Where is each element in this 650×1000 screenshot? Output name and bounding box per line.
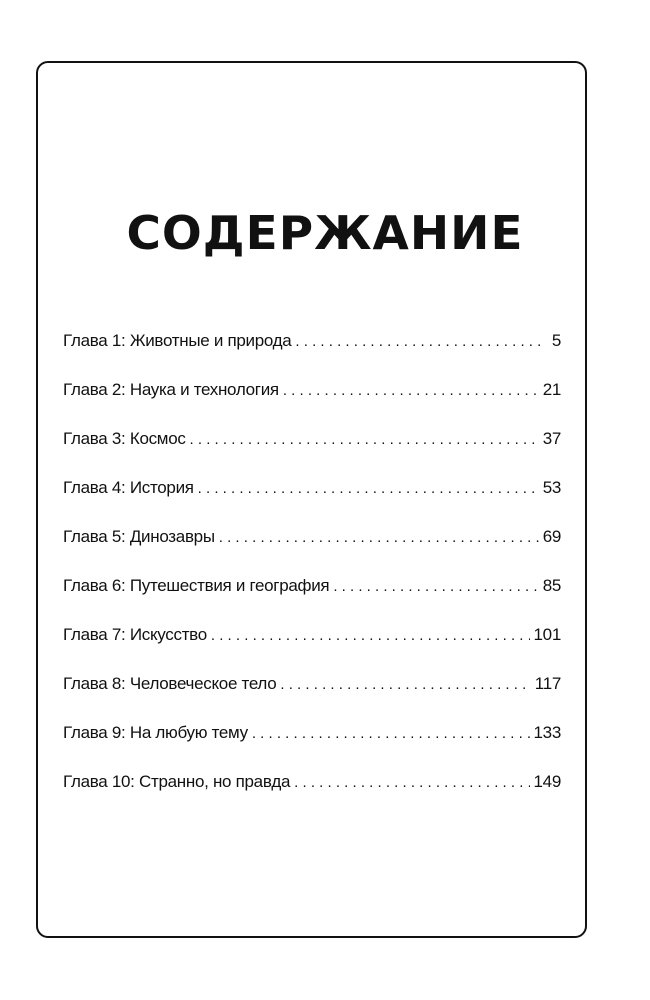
toc-entry-title: Глава 9: На любую тему <box>63 723 248 742</box>
toc-entry-title: Глава 5: Динозавры <box>63 527 215 546</box>
toc-entry-title: Глава 10: Странно, но правда <box>63 772 291 791</box>
toc-entry-title: Глава 3: Космос <box>63 429 186 448</box>
toc-entry-title: Глава 8: Человеческое тело <box>63 674 277 693</box>
toc-entry-title: Глава 6: Путешествия и география <box>63 576 330 595</box>
toc-entry[interactable] <box>63 665 561 714</box>
toc-entry[interactable] <box>63 763 561 812</box>
dot-leader <box>198 470 539 508</box>
dot-leader <box>190 421 539 459</box>
toc-entry[interactable] <box>63 616 561 665</box>
toc-entry-page: 101 <box>533 625 561 644</box>
dot-leader <box>283 372 539 410</box>
toc-entry-title: Глава 4: История <box>63 478 194 497</box>
toc-entry-page: 149 <box>533 772 561 791</box>
toc-entry[interactable] <box>63 420 561 469</box>
toc-entry-page: 37 <box>542 429 561 448</box>
dot-leader <box>211 617 530 655</box>
dot-leader <box>280 666 530 704</box>
table-of-contents <box>63 322 561 812</box>
dot-leader <box>252 715 530 753</box>
page-title: СОДЕРЖАНИЕ <box>126 206 524 260</box>
toc-entry[interactable] <box>63 714 561 763</box>
toc-entry-page: 133 <box>533 723 561 742</box>
toc-entry[interactable] <box>63 518 561 567</box>
dot-leader <box>333 568 538 606</box>
toc-entry-page: 5 <box>551 331 561 350</box>
toc-entry[interactable] <box>63 371 561 420</box>
toc-entry-page: 117 <box>534 674 561 693</box>
dot-leader <box>219 519 539 557</box>
toc-entry-title: Глава 7: Искусство <box>63 625 207 644</box>
toc-entry[interactable] <box>63 322 561 371</box>
toc-entry-page: 53 <box>542 478 561 497</box>
dot-leader <box>295 323 541 361</box>
toc-entry-title: Глава 1: Животные и природа <box>63 331 292 350</box>
toc-entry[interactable] <box>63 567 561 616</box>
toc-entry-page: 85 <box>542 576 561 595</box>
toc-entry[interactable] <box>63 469 561 518</box>
dot-leader <box>294 764 529 802</box>
toc-entry-page: 69 <box>542 527 561 546</box>
toc-entry-title: Глава 2: Наука и технология <box>63 380 279 399</box>
toc-entry-page: 21 <box>542 380 561 399</box>
